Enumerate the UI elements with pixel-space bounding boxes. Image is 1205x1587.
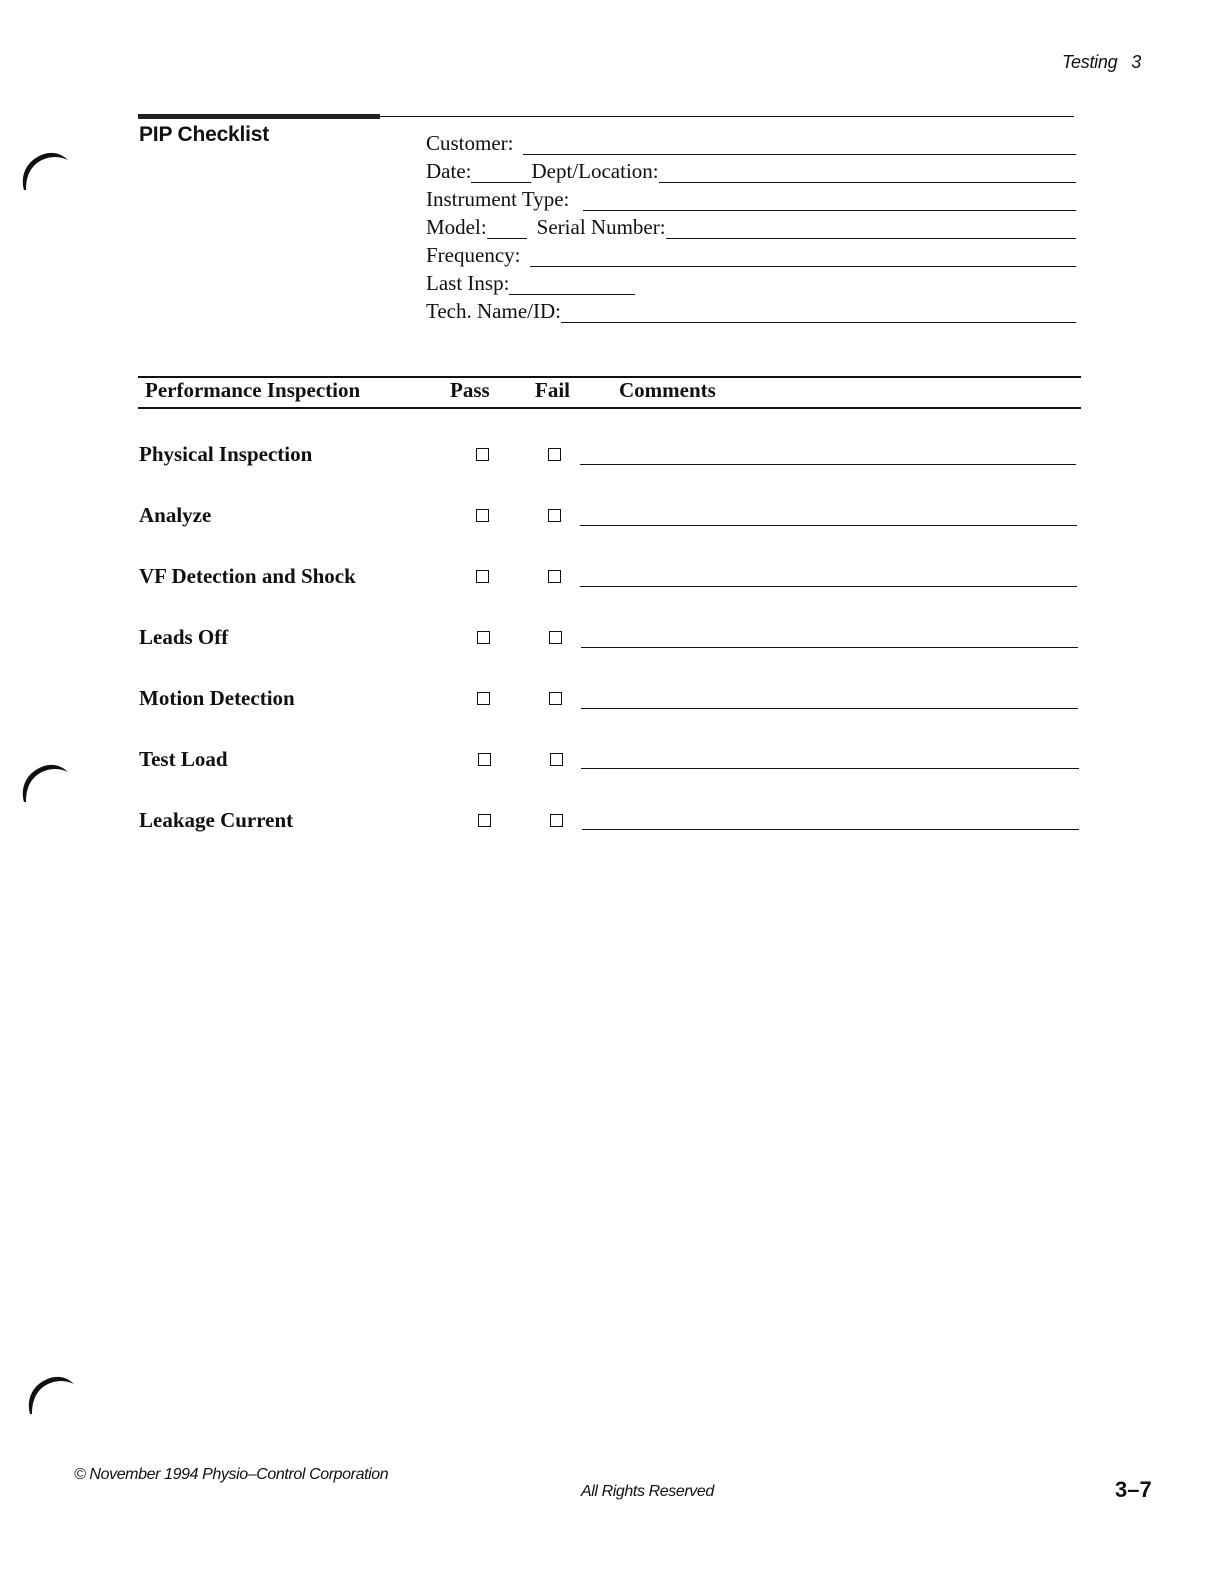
fail-checkbox[interactable] <box>550 814 563 827</box>
fail-checkbox[interactable] <box>548 570 561 583</box>
tech-name-row <box>426 295 1076 323</box>
pass-checkbox[interactable] <box>476 570 489 583</box>
fail-checkbox[interactable] <box>550 753 563 766</box>
fail-checkbox[interactable] <box>549 692 562 705</box>
copyright-notice: © November 1994 Physio–Control Corporation <box>74 1466 389 1483</box>
comment-line[interactable] <box>581 768 1079 769</box>
fail-checkbox[interactable] <box>548 509 561 522</box>
title-bar <box>138 114 380 119</box>
comment-line[interactable] <box>582 829 1079 830</box>
comment-line[interactable] <box>581 647 1078 648</box>
pass-checkbox[interactable] <box>477 631 490 644</box>
serial-number-field[interactable] <box>666 218 1076 239</box>
serial-number-label: Serial Number: <box>536 215 666 239</box>
frequency-label: Frequency: <box>426 243 521 267</box>
fail-checkbox[interactable] <box>549 631 562 644</box>
tech-name-label: Tech. Name/ID: <box>426 299 561 323</box>
comment-line[interactable] <box>581 708 1078 709</box>
model-label: Model: <box>426 215 487 239</box>
pass-checkbox[interactable] <box>476 509 489 522</box>
page-number: 3–7 <box>1115 1477 1152 1502</box>
instrument-type-label: Instrument Type: <box>426 187 570 211</box>
instrument-type-row <box>426 183 1076 211</box>
binder-hole-icon <box>18 758 70 806</box>
pass-checkbox[interactable] <box>477 692 490 705</box>
col-header-inspection: Performance Inspection <box>145 378 361 402</box>
date-row <box>426 155 1076 183</box>
model-field[interactable] <box>487 218 527 239</box>
frequency-field[interactable] <box>530 246 1076 267</box>
pass-checkbox[interactable] <box>476 448 489 461</box>
header-chapter-number: 3 <box>1131 52 1141 72</box>
col-header-pass: Pass <box>450 378 490 402</box>
comment-line[interactable] <box>580 464 1076 465</box>
customer-row <box>426 127 1076 155</box>
pass-checkbox[interactable] <box>478 814 491 827</box>
col-header-fail: Fail <box>535 378 570 402</box>
last-insp-field[interactable] <box>509 274 635 295</box>
date-label: Date: <box>426 159 472 183</box>
rights-notice: All Rights Reserved <box>581 1483 714 1500</box>
row-label-analyze: Analyze <box>139 503 212 527</box>
binder-hole-icon <box>24 1370 76 1418</box>
row-label-test-load: Test Load <box>139 747 228 771</box>
row-label-motion-detection: Motion Detection <box>139 686 295 710</box>
col-header-comments: Comments <box>619 378 716 402</box>
last-insp-row <box>426 267 1076 295</box>
running-header <box>1062 52 1141 73</box>
fail-checkbox[interactable] <box>548 448 561 461</box>
pass-checkbox[interactable] <box>478 753 491 766</box>
customer-field[interactable] <box>523 134 1077 155</box>
tech-name-field[interactable] <box>561 302 1076 323</box>
table-header-rule <box>138 407 1081 409</box>
customer-label: Customer: <box>426 131 514 155</box>
row-label-vf-detection: VF Detection and Shock <box>139 564 356 588</box>
last-insp-label: Last Insp: <box>426 271 510 295</box>
dept-location-field[interactable] <box>659 162 1076 183</box>
header-section-label: Testing <box>1062 52 1118 72</box>
comment-line[interactable] <box>580 525 1077 526</box>
binder-hole-icon <box>18 146 70 194</box>
row-label-leads-off: Leads Off <box>139 625 229 649</box>
row-label-leakage-current: Leakage Current <box>139 808 294 832</box>
frequency-row <box>426 239 1076 267</box>
instrument-type-field[interactable] <box>583 190 1076 211</box>
comment-line[interactable] <box>580 586 1077 587</box>
model-row <box>426 211 1076 239</box>
date-field[interactable] <box>471 162 531 183</box>
row-label-physical-inspection: Physical Inspection <box>139 442 313 466</box>
dept-location-label: Dept/Location: <box>531 159 659 183</box>
page-title: PIP Checklist <box>139 123 270 146</box>
